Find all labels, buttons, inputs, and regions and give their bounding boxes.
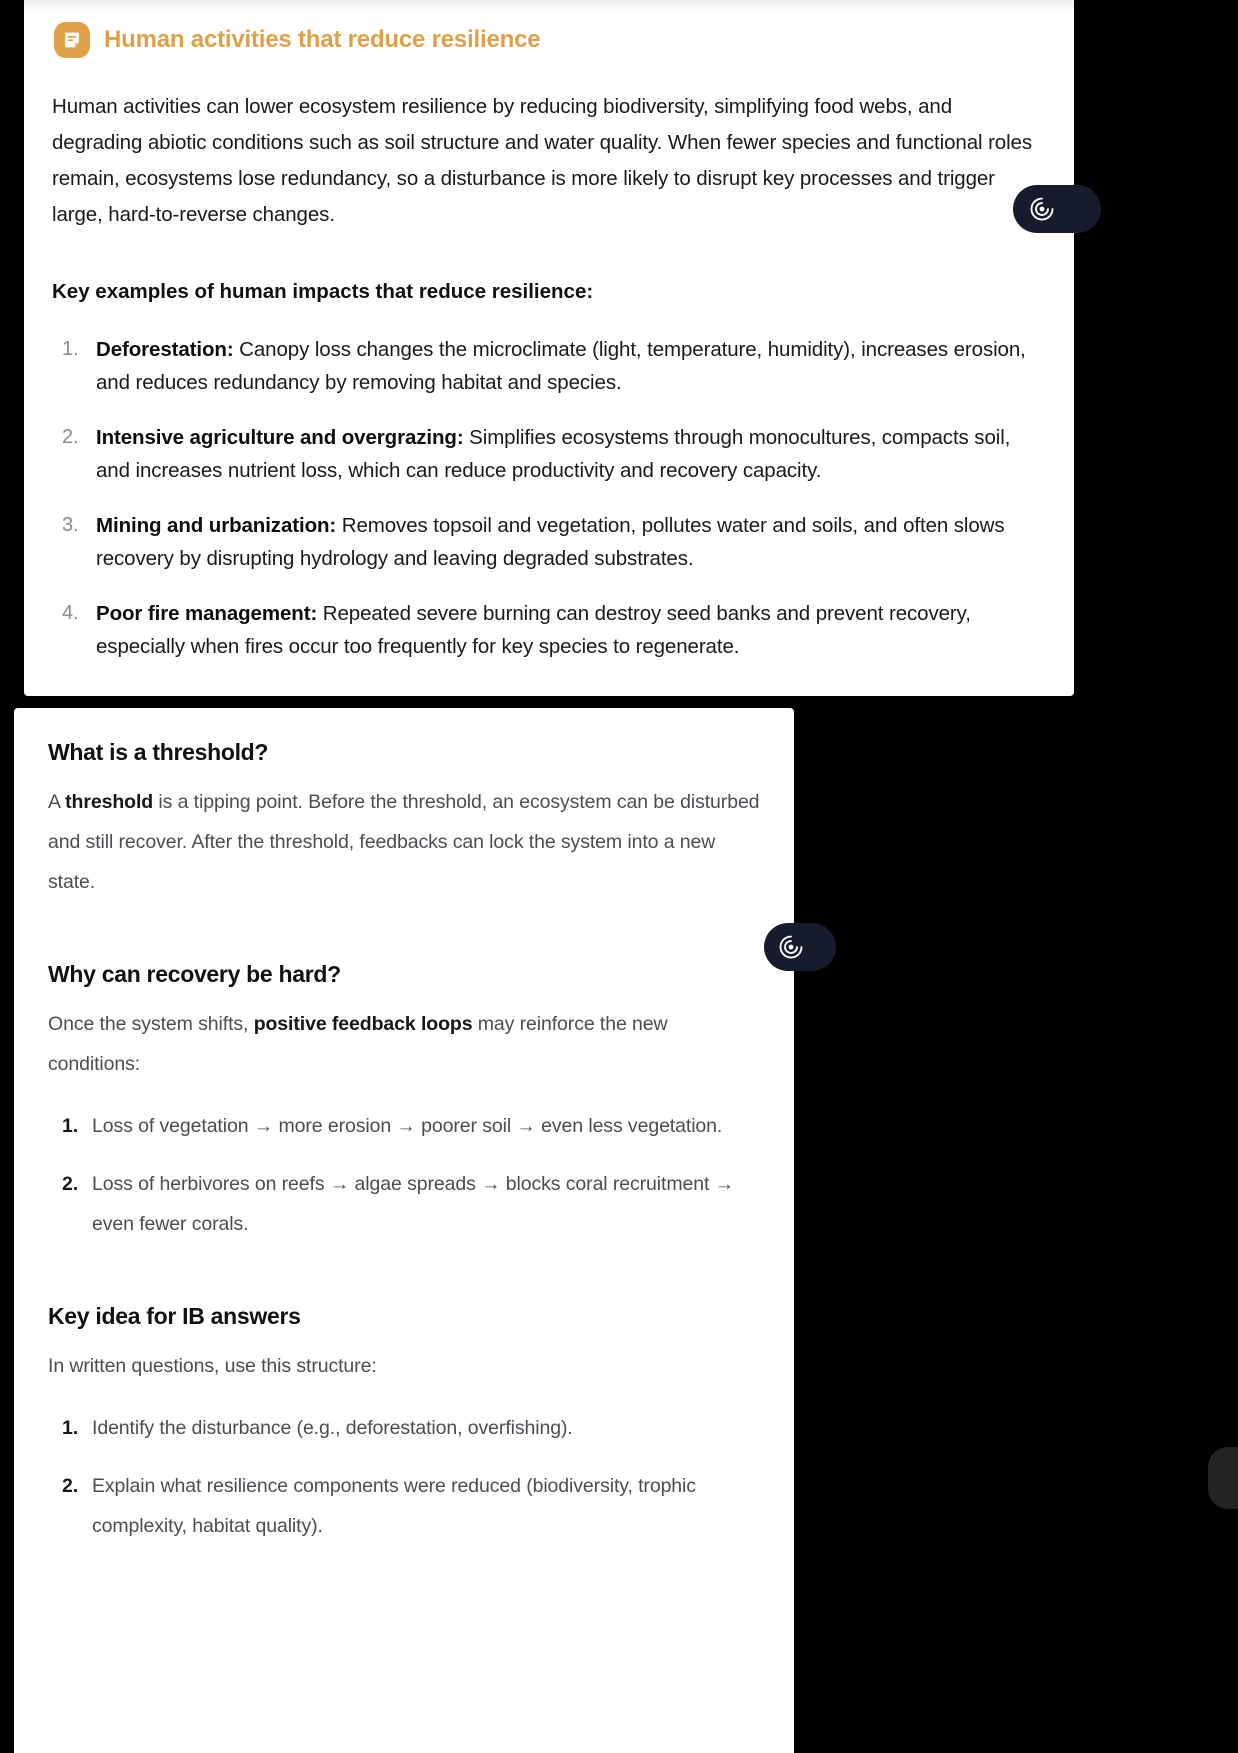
threshold-bold-term: threshold bbox=[65, 791, 154, 813]
feedback-loops-list bbox=[48, 1106, 760, 1244]
key-idea-heading: Key idea for IB answers bbox=[48, 1303, 301, 1329]
list-item-lead: Mining and urbanization: bbox=[96, 514, 337, 537]
list-item: Identify the disturbance (e.g., deforestation, overfishing). bbox=[92, 1417, 573, 1439]
human-impacts-list bbox=[52, 333, 1046, 663]
card-one-header bbox=[52, 18, 1046, 58]
target-spiral-icon bbox=[776, 932, 806, 962]
list-item bbox=[52, 509, 1046, 575]
list-item-text: Removes topsoil and vegetation, pollutes water and soils, and often slows recovery by disrupting hydrology and leaving degraded substrates. bbox=[96, 514, 1005, 570]
list-item bbox=[52, 421, 1046, 487]
recovery-paragraph bbox=[48, 1004, 760, 1084]
threshold-text-after: is a tipping point. Before the threshold, an ecosystem can be disturbed and still recover. After the threshold, feedbacks can lock the system into a new state. bbox=[48, 791, 760, 893]
threshold-text-before: A bbox=[48, 791, 66, 813]
assistant-badge-top[interactable] bbox=[1013, 185, 1101, 233]
key-idea-intro: In written questions, use this structure: bbox=[48, 1355, 377, 1377]
scroll-drag-handle[interactable] bbox=[1208, 1447, 1238, 1509]
list-item: Loss of vegetation → more erosion → poorer soil → even less vegetation. bbox=[92, 1115, 723, 1137]
recovery-text-before: Once the system shifts, bbox=[48, 1013, 254, 1035]
ib-structure-list bbox=[48, 1408, 760, 1546]
key-examples-subheading: Key examples of human impacts that reduce resilience: bbox=[52, 280, 594, 303]
list-item-lead: Poor fire management: bbox=[96, 602, 318, 625]
recovery-text-after: may reinforce the new conditions: bbox=[48, 1013, 668, 1075]
list-item bbox=[52, 333, 1046, 399]
intro-paragraph: Human activities can lower ecosystem resilience by reducing biodiversity, simplifying food webs, and degrading abiotic conditions such as soil structure and water quality. When fewer species and functional roles remain, ecosystems lose redundancy, so a disturbance is more likely to disrupt key processes and trigger large, hard-to-reverse changes. bbox=[52, 95, 1032, 226]
target-spiral-icon bbox=[1027, 194, 1057, 224]
recovery-heading: Why can recovery be hard? bbox=[48, 961, 341, 987]
list-item-lead: Intensive agriculture and overgrazing: bbox=[96, 426, 464, 449]
list-item-text: Simplifies ecosystems through monocultures, compacts soil, and increases nutrient loss, which can reduce productivity and recovery capacity. bbox=[96, 426, 1011, 482]
assistant-badge-middle[interactable] bbox=[764, 923, 836, 971]
card-one-title: Human activities that reduce resilience bbox=[104, 25, 541, 53]
list-item-text: Canopy loss changes the microclimate (light, temperature, humidity), increases erosion, and reduces redundancy by removing habitat and species. bbox=[96, 338, 1026, 394]
note-document-icon bbox=[54, 22, 90, 58]
recovery-bold-term: positive feedback loops bbox=[253, 1013, 473, 1035]
list-item: Explain what resilience components were reduced (biodiversity, trophic complexity, habitat quality). bbox=[92, 1475, 696, 1537]
threshold-heading: What is a threshold? bbox=[48, 739, 269, 765]
list-item-lead: Deforestation: bbox=[96, 338, 234, 361]
threshold-card bbox=[14, 708, 794, 1753]
list-item-text: Repeated severe burning can destroy seed banks and prevent recovery, especially when fires occur too frequently for key species to regenerate. bbox=[96, 602, 971, 658]
human-activities-card bbox=[24, 0, 1074, 696]
list-item bbox=[52, 597, 1046, 663]
threshold-paragraph bbox=[48, 782, 760, 902]
list-item: Loss of herbivores on reefs → algae spreads → blocks coral recruitment → even fewer corals. bbox=[92, 1173, 735, 1235]
